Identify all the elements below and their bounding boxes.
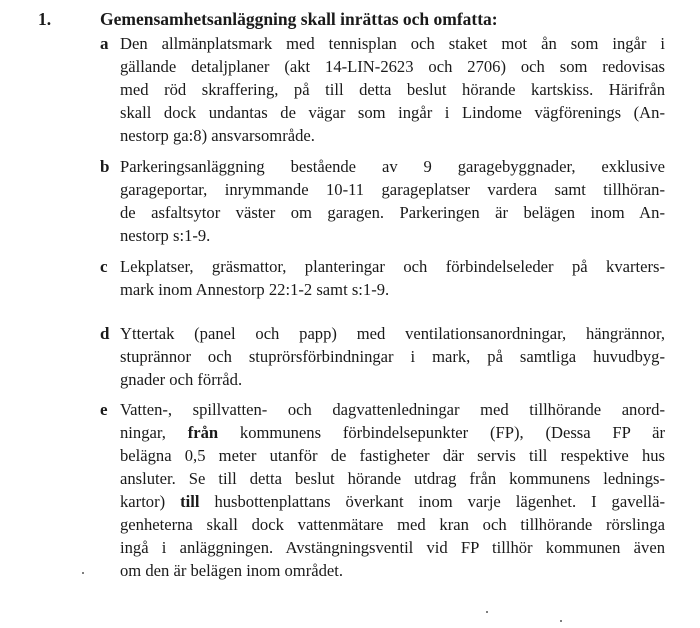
scan-speck	[486, 611, 488, 613]
text-line: ingå i anläggningen. Avstängningsventil vid FP tillhör kommunen även	[120, 538, 665, 557]
text-fragment: kommunens förbindelsepunkter (FP), (Dessa FP är	[239, 423, 665, 442]
item-letter: b	[100, 157, 110, 176]
text-line: om den är belägen inom området.	[120, 561, 344, 580]
text-line: skall dock undantas de vägar som ingår i Lindome vägförenings (An-	[120, 103, 665, 122]
item-text	[120, 32, 665, 147]
text-line: nestorp ga:8) ansvarsområde.	[120, 126, 315, 145]
text-line: gnader och förråd.	[120, 370, 243, 389]
item-text	[120, 255, 665, 301]
text-line: Den allmänplatsmark med tennisplan och staket mot ån som ingår i	[120, 34, 665, 53]
emphasis-from: från	[187, 423, 219, 442]
text-line: Lekplatser, gräsmattor, planteringar och förbindelseleder på kvarters-	[120, 257, 665, 276]
item-letter: d	[100, 324, 110, 343]
text-fragment: ningar,	[120, 423, 188, 442]
text-line	[120, 421, 665, 444]
text-line: belägna 0,5 meter utanför de fastigheter där servis till respektive hus	[120, 446, 665, 465]
item-letter: c	[100, 257, 108, 276]
item-text	[120, 322, 665, 391]
item-letter: e	[100, 400, 108, 419]
text-line: de asfaltsytor väster om garagen. Parkeringen är belägen inom An-	[120, 203, 665, 222]
text-line	[120, 490, 665, 513]
text-line: Vatten-, spillvatten- och dagvattenledningar med tillhörande anord-	[120, 400, 665, 419]
text-line: genheterna skall dock vattenmätare med kran och tillhörande rörslinga	[120, 515, 665, 534]
section-number: 1.	[38, 9, 52, 29]
text-line: garageportar, inrymmande 10-11 garageplatser vardera samt tillhöran-	[120, 180, 665, 199]
text-line: med röd skraffering, på till detta beslut hörande kartskiss. Härifrån	[120, 80, 665, 99]
text-line: Yttertak (panel och papp) med ventilationsanordningar, hängrännor,	[120, 324, 665, 343]
section-heading: Gemensamhetsanläggning skall inrättas och omfatta:	[100, 9, 498, 29]
scan-speck	[560, 620, 562, 622]
text-fragment: husbottenplattans överkant inom varje lägenhet. I gavellä-	[214, 492, 665, 511]
text-line: gällande detaljplaner (akt 14-LIN-2623 och 2706) och som redovisas	[120, 57, 665, 76]
item-letter: a	[100, 34, 109, 53]
item-text	[120, 398, 665, 582]
text-line: ansluter. Se till detta beslut hörande utdrag från kommunens lednings-	[120, 469, 665, 488]
text-line: mark inom Annestorp 22:1-2 samt s:1-9.	[120, 280, 390, 299]
text-line: Parkeringsanläggning bestående av 9 garagebyggnader, exklusive	[120, 157, 665, 176]
text-line: nestorp s:1-9.	[120, 226, 211, 245]
scan-speck	[82, 572, 84, 574]
text-fragment: kartor)	[120, 492, 181, 511]
text-line: stuprännor och stuprörsförbindningar i mark, på samtliga huvudbyg-	[120, 347, 665, 366]
emphasis-till: till	[180, 492, 200, 511]
item-text	[120, 155, 665, 247]
